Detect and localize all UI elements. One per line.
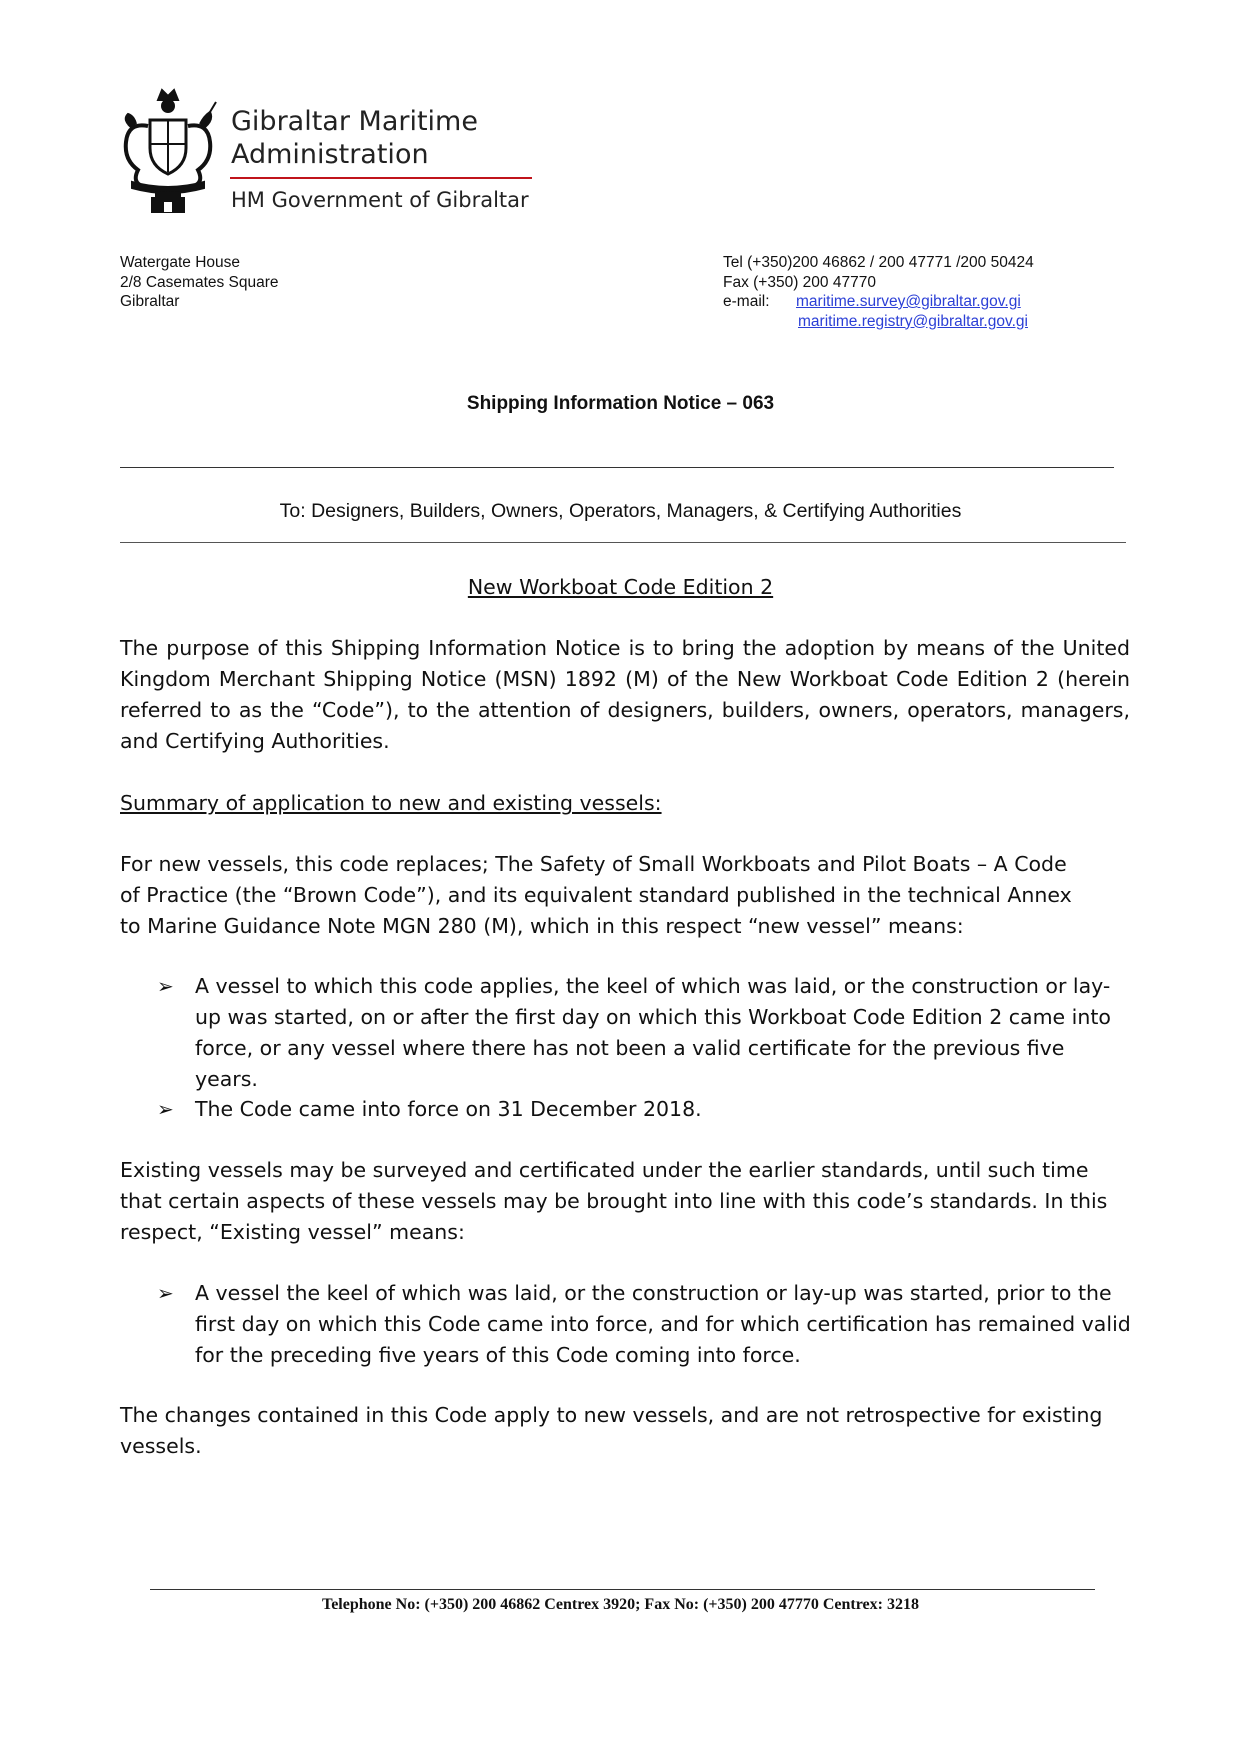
list-item-text: The Code came into force on 31 December 2018. [195,1097,702,1121]
changes-paragraph: The changes contained in this Code apply to new vessels, and are not retrospective for existing vessels. [120,1403,1103,1458]
contact-details [723,253,1143,331]
letterhead-divider [230,177,532,179]
footer-contact: Telephone No: (+350) 200 46862 Centrex 3920; Fax No: (+350) 200 47770 Centrex: 3218 [322,1596,919,1613]
address-line: 2/8 Casemates Square [120,273,279,291]
arrow-bullet-icon: ➢ [157,1097,174,1121]
horizontal-rule [120,467,1114,468]
email-label: e-mail: [723,293,770,310]
email-row [723,292,1143,312]
list-item-text: A vessel the keel of which was laid, or the construction or lay-up was started, prior to the first day on which this Code came into force, and for which certification has remained valid for the preceding five years of this Code coming into force. [195,1281,1131,1367]
org-name-line1: Gibraltar Maritime [231,106,478,137]
footer-rule [150,1589,1095,1590]
arrow-bullet-icon: ➢ [157,974,174,998]
list-item [157,1094,1132,1125]
summary-heading: Summary of application to new and existing vessels: [120,791,662,815]
address-line: Gibraltar [120,293,180,310]
registry-email-link[interactable]: maritime.registry@gibraltar.gov.gi [798,312,1028,330]
existing-vessels-paragraph: Existing vessels may be surveyed and certificated under the earlier standards, until such time that certain aspects of these vessels may be brought into line with this code’s standards. In this respect, “Existing vessel” means: [120,1158,1108,1244]
telephone: Tel (+350)200 46862 / 200 47771 /200 50424 [723,254,1034,271]
government-name: HM Government of Gibraltar [231,188,529,212]
arrow-bullet-icon: ➢ [157,1281,174,1305]
coat-of-arms-logo [118,86,218,218]
list-item-text: A vessel to which this code applies, the keel of which was laid, or the construction or lay-up was started, on or after the first day on which this Workboat Code Edition 2 came into force, or any vessel where there has not been a valid certificate for the previous five years. [195,974,1111,1091]
document-heading: New Workboat Code Edition 2 [467,575,774,599]
postal-address [120,253,279,312]
recipients-line: To: Designers, Builders, Owners, Operators, Managers, & Certifying Authorities [279,500,962,522]
list-item [157,971,1132,1095]
survey-email-link[interactable]: maritime.survey@gibraltar.gov.gi [796,293,1021,310]
new-vessels-paragraph: For new vessels, this code replaces; The Safety of Small Workboats and Pilot Boats – A Code of Practice (the “Brown Code”), and its equivalent standard published in the technical Annex to Marine Guidance Note MGN 280 (M), which in this respect “new vessel” means: [120,852,1072,938]
horizontal-rule [120,542,1126,543]
purpose-paragraph: The purpose of this Shipping Information Notice is to bring the adoption by means of the United Kingdom Merchant Shipping Notice (MSN) 1892 (M) of the New Workboat Code Edition 2 (herein referred to as the “Code”), to the attention of designers, builders, owners, operators, managers, and Certifying Authorities. [120,636,1130,753]
list-item [157,1278,1132,1371]
org-name-line2: Administration [231,139,429,170]
fax: Fax (+350) 200 47770 [723,273,876,291]
notice-title: Shipping Information Notice – 063 [466,393,775,414]
address-line: Watergate House [120,254,241,271]
